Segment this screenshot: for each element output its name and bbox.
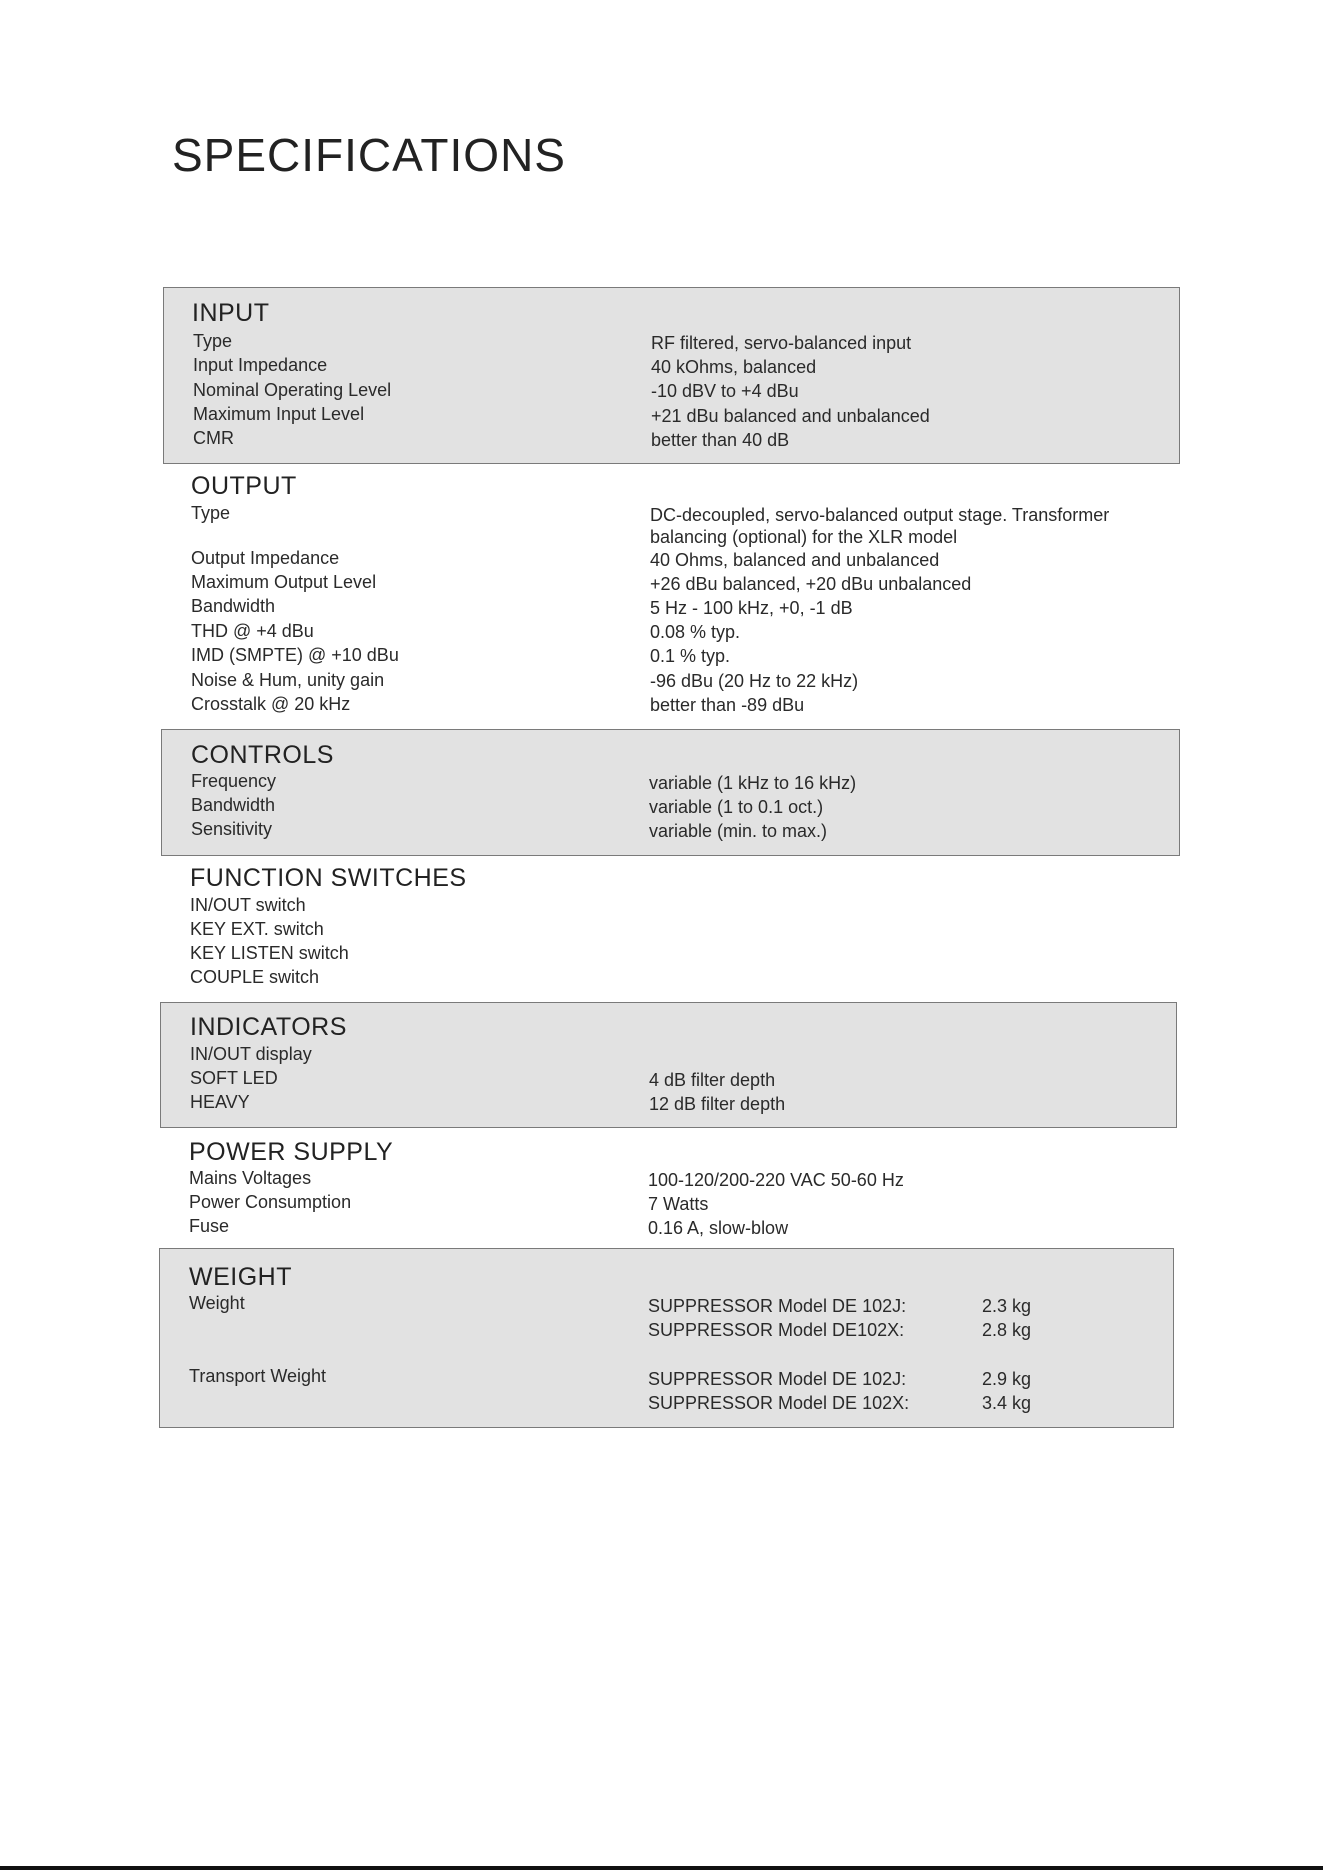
weight-section-title: WEIGHT bbox=[189, 1263, 292, 1291]
max-output-level-value: +26 dBu balanced, +20 dBu unbalanced bbox=[650, 574, 972, 594]
crosstalk-label: Crosstalk @ 20 kHz bbox=[191, 694, 351, 714]
heavy-value: 12 dB filter depth bbox=[649, 1094, 786, 1114]
sensitivity-value: variable (min. to max.) bbox=[649, 821, 828, 841]
soft-led-label: SOFT LED bbox=[190, 1068, 278, 1088]
page-title: SPECIFICATIONS bbox=[172, 129, 566, 181]
transport-value-x: 3.4 kg bbox=[982, 1393, 1032, 1413]
cmr-label: CMR bbox=[193, 428, 234, 448]
fuse-label: Fuse bbox=[189, 1216, 230, 1236]
imd-label: IMD (SMPTE) @ +10 dBu bbox=[191, 645, 399, 665]
output-section bbox=[163, 464, 1180, 729]
weight-label: Weight bbox=[189, 1293, 245, 1313]
power-consumption-value: 7 Watts bbox=[648, 1194, 709, 1214]
transport-model-j: SUPPRESSOR Model DE 102J: bbox=[648, 1369, 907, 1389]
mains-voltages-label: Mains Voltages bbox=[189, 1168, 312, 1188]
input-type-value: RF filtered, servo-balanced input bbox=[651, 333, 912, 353]
frequency-value: variable (1 kHz to 16 kHz) bbox=[649, 773, 857, 793]
controls-bandwidth-value: variable (1 to 0.1 oct.) bbox=[649, 797, 824, 817]
input-section bbox=[163, 287, 1180, 464]
page-bottom-rule bbox=[0, 1866, 1323, 1870]
controls-bandwidth-label: Bandwidth bbox=[191, 795, 276, 815]
input-impedance-value: 40 kOhms, balanced bbox=[651, 357, 817, 377]
nominal-level-label: Nominal Operating Level bbox=[193, 380, 392, 400]
cmr-value: better than 40 dB bbox=[651, 430, 790, 450]
crosstalk-value: better than -89 dBu bbox=[650, 695, 805, 715]
mains-voltages-value: 100-120/200-220 VAC 50-60 Hz bbox=[648, 1170, 904, 1190]
indicators-section-title: INDICATORS bbox=[190, 1013, 347, 1041]
in-out-display-label: IN/OUT display bbox=[190, 1044, 312, 1064]
nominal-level-value: -10 dBV to +4 dBu bbox=[651, 381, 799, 401]
indicators-section bbox=[160, 1002, 1177, 1128]
output-type-label: Type bbox=[191, 503, 231, 523]
function-switches-section bbox=[161, 856, 1180, 1002]
frequency-label: Frequency bbox=[191, 771, 277, 791]
imd-value: 0.1 % typ. bbox=[650, 646, 731, 666]
input-impedance-label: Input Impedance bbox=[193, 355, 328, 375]
bandwidth-value: 5 Hz - 100 kHz, +0, -1 dB bbox=[650, 598, 853, 618]
key-ext-switch-label: KEY EXT. switch bbox=[190, 919, 324, 939]
power-supply-section bbox=[160, 1128, 1177, 1248]
max-input-level-value: +21 dBu balanced and unbalanced bbox=[651, 406, 930, 426]
max-input-level-label: Maximum Input Level bbox=[193, 404, 365, 424]
transport-weight-label: Transport Weight bbox=[189, 1366, 327, 1386]
input-type-label: Type bbox=[193, 331, 233, 351]
power-consumption-label: Power Consumption bbox=[189, 1192, 352, 1212]
soft-led-value: 4 dB filter depth bbox=[649, 1070, 776, 1090]
thd-value: 0.08 % typ. bbox=[650, 622, 741, 642]
output-impedance-label: Output Impedance bbox=[191, 548, 340, 568]
weight-value-x: 2.8 kg bbox=[982, 1320, 1032, 1340]
thd-label: THD @ +4 dBu bbox=[191, 621, 314, 641]
weight-model-j: SUPPRESSOR Model DE 102J: bbox=[648, 1296, 907, 1316]
function-switches-title: FUNCTION SWITCHES bbox=[190, 864, 467, 892]
weight-value-j: 2.3 kg bbox=[982, 1296, 1032, 1316]
output-impedance-value: 40 Ohms, balanced and unbalanced bbox=[650, 550, 940, 570]
couple-switch-label: COUPLE switch bbox=[190, 967, 320, 987]
heavy-label: HEAVY bbox=[190, 1092, 250, 1112]
transport-value-j: 2.9 kg bbox=[982, 1369, 1032, 1389]
output-type-value: DC-decoupled, servo-balanced output stage. Transformer balancing (optional) for the XLR model bbox=[650, 505, 1110, 547]
controls-section bbox=[161, 729, 1180, 856]
weight-section bbox=[159, 1248, 1174, 1428]
max-output-level-label: Maximum Output Level bbox=[191, 572, 377, 592]
noise-hum-value: -96 dBu (20 Hz to 22 kHz) bbox=[650, 671, 859, 691]
in-out-switch-label: IN/OUT switch bbox=[190, 895, 306, 915]
controls-section-title: CONTROLS bbox=[191, 741, 334, 769]
power-supply-title: POWER SUPPLY bbox=[189, 1138, 394, 1166]
transport-model-x: SUPPRESSOR Model DE 102X: bbox=[648, 1393, 910, 1413]
weight-model-x: SUPPRESSOR Model DE102X: bbox=[648, 1320, 905, 1340]
noise-hum-label: Noise & Hum, unity gain bbox=[191, 670, 385, 690]
bandwidth-label: Bandwidth bbox=[191, 596, 276, 616]
key-listen-switch-label: KEY LISTEN switch bbox=[190, 943, 349, 963]
output-section-title: OUTPUT bbox=[191, 472, 297, 500]
sensitivity-label: Sensitivity bbox=[191, 819, 273, 839]
input-section-title: INPUT bbox=[192, 299, 270, 327]
fuse-value: 0.16 A, slow-blow bbox=[648, 1218, 789, 1238]
